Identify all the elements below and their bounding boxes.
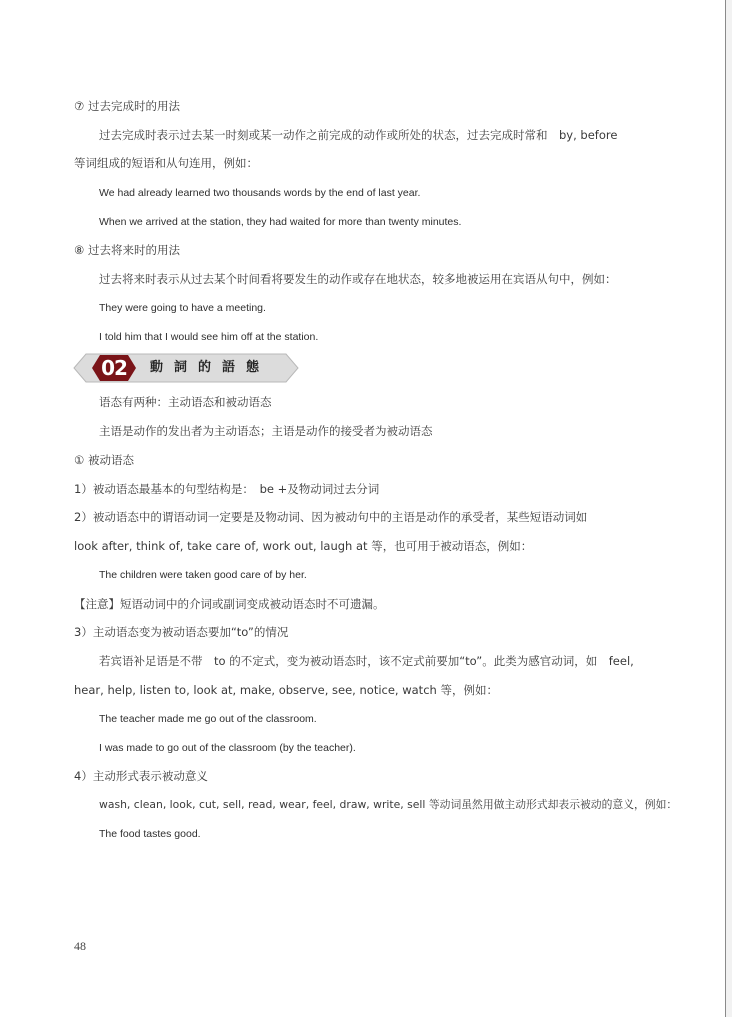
heading-future-in-past: ⑧ 过去将来时的用法 xyxy=(74,243,180,257)
heading-past-perfect: ⑦ 过去完成时的用法 xyxy=(74,99,180,113)
example-sentence: When we arrived at the station, they had waited for more than twenty minutes. xyxy=(99,216,462,228)
example-sentence: The teacher made me go out of the classroom. xyxy=(99,713,317,725)
paragraph-line: look after, think of, take care of, work out, laugh at 等，也可用于被动语态，例如： xyxy=(74,539,533,553)
example-sentence: The children were taken good care of by her. xyxy=(99,569,307,581)
paragraph-line: 4）主动形式表示被动意义 xyxy=(74,769,208,783)
paragraph-line: 等词组成的短语和从句连用，例如： xyxy=(74,156,258,170)
section-title: 動詞的語態 xyxy=(150,360,271,375)
paragraph-line: wash, clean, look, cut, sell, read, wear, feel, draw, write, sell 等动词虽然用做主动形式却表示被动的意义，例如： xyxy=(99,798,678,811)
example-sentence: We had already learned two thousands words by the end of last year. xyxy=(99,187,421,199)
paragraph-line: hear, help, listen to, look at, make, observe, see, notice, watch 等，例如： xyxy=(74,683,498,697)
section-banner xyxy=(64,352,300,384)
note-line: 【注意】短语动词中的介词或副词变成被动语态时不可遗漏。 xyxy=(74,597,385,611)
example-sentence: The food tastes good. xyxy=(99,828,201,840)
paragraph-line: 若宾语补足语是不带 to 的不定式，变为被动语态时，该不定式前要加“to”。此类为感官动词，如 feel, xyxy=(99,654,634,668)
paragraph-line: 过去完成时表示过去某一时刻或某一动作之前完成的动作或所处的状态，过去完成时常和 by, before xyxy=(99,128,618,142)
paragraph-line: 3）主动语态变为被动语态要加“to”的情况 xyxy=(74,625,289,639)
page-number: 48 xyxy=(74,939,86,953)
example-sentence: I told him that I would see him off at the station. xyxy=(99,331,319,343)
example-sentence: I was made to go out of the classroom (by the teacher). xyxy=(99,742,356,754)
paragraph-line: 主语是动作的发出者为主动语态；主语是动作的接受者为被动语态 xyxy=(99,424,433,438)
paragraph-line: 2）被动语态中的谓语动词一定要是及物动词、因为被动句中的主语是动作的承受者，某些短语动词如 xyxy=(74,510,588,524)
section-number: 02 xyxy=(101,356,127,380)
example-sentence: They were going to have a meeting. xyxy=(99,302,266,314)
paragraph-line: 过去将来时表示从过去某个时间看将要发生的动作或存在地状态，较多地被运用在宾语从句中，例如： xyxy=(99,272,617,286)
paragraph-line: 1）被动语态最基本的句型结构是： be +及物动词过去分词 xyxy=(74,482,380,496)
heading-passive-voice: ① 被动语态 xyxy=(74,453,134,467)
paragraph-line: 语态有两种：主动语态和被动语态 xyxy=(99,395,272,409)
page-edge xyxy=(725,0,732,1017)
